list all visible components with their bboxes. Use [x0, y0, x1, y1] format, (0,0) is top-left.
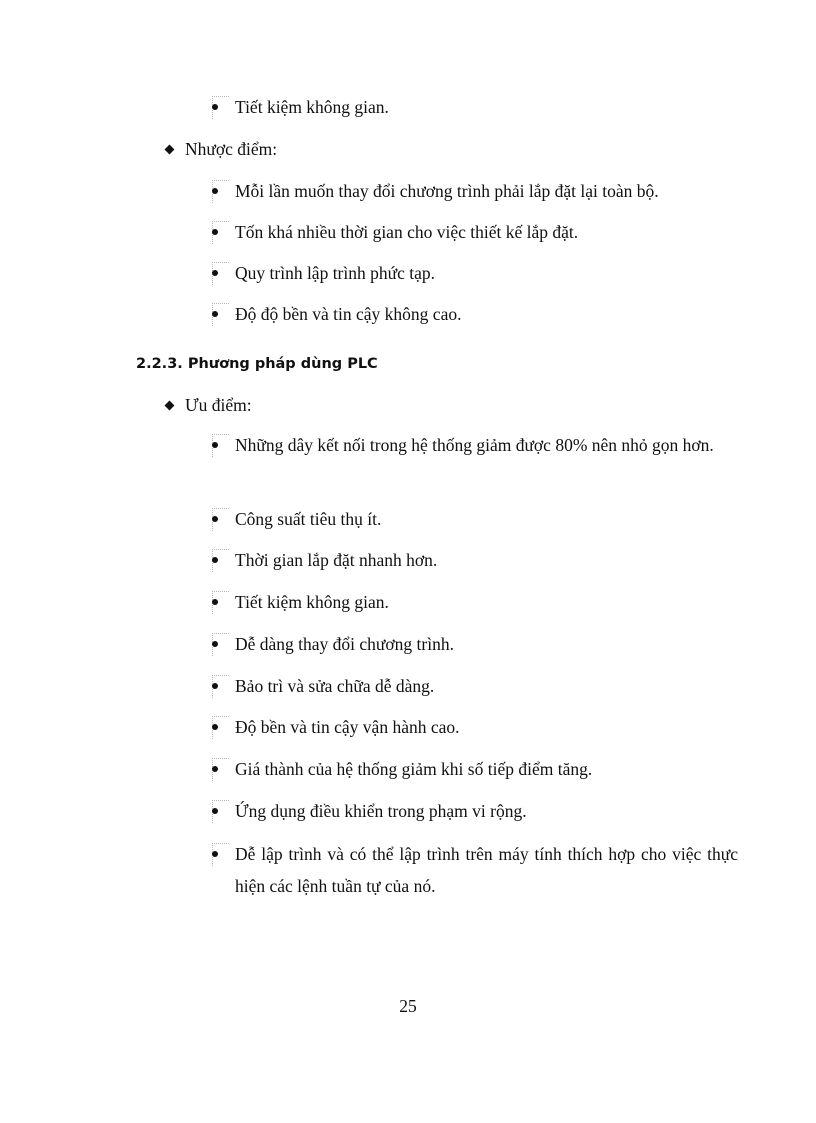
bullet-icon	[212, 229, 218, 235]
bullet-icon	[212, 766, 218, 772]
bullet-icon	[212, 808, 218, 814]
bullet-icon	[212, 599, 218, 605]
bullet-icon	[212, 516, 218, 522]
list-item: Ứng dụng điều khiển trong phạm vi rộng.	[235, 801, 527, 821]
bullet-icon	[212, 724, 218, 730]
section-heading: 2.2.3. Phương pháp dùng PLC	[136, 356, 378, 372]
list-item: Công suất tiêu thụ ít.	[235, 509, 382, 529]
pros-label: Ưu điểm:	[185, 395, 252, 415]
bullet-icon	[212, 188, 218, 194]
list-item: Quy trình lập trình phức tạp.	[235, 263, 436, 283]
bullet-icon	[212, 104, 218, 110]
list-item: Những dây kết nối trong hệ thống giảm được 80% nên nhỏ gọn hơn.	[235, 435, 714, 455]
bullet-icon	[212, 641, 218, 647]
diamond-bullet-icon	[165, 401, 175, 411]
list-item: Dễ lập trình và có thể lập trình trên máy tính thích hợp cho việc thực hiện các lệnh tuần tự của nó.	[235, 844, 738, 896]
diamond-bullet-icon	[165, 145, 175, 155]
bullet-icon	[212, 442, 218, 448]
bullet-icon	[212, 683, 218, 689]
cons-label: Nhược điểm:	[185, 139, 278, 159]
bullet-icon	[212, 851, 218, 857]
list-item: Độ độ bền và tin cậy không cao.	[235, 304, 462, 324]
list-item: Độ bền và tin cậy vận hành cao.	[235, 717, 460, 737]
list-item: Bảo trì và sửa chữa dễ dàng.	[235, 676, 435, 696]
list-item: Mỗi lần muốn thay đổi chương trình phải lắp đặt lại toàn bộ.	[235, 181, 659, 201]
page-number: 25	[399, 996, 417, 1016]
bullet-icon	[212, 270, 218, 276]
bullet-icon	[212, 311, 218, 317]
list-item: Tiết kiệm không gian.	[235, 592, 389, 612]
list-item: Tốn khá nhiều thời gian cho việc thiết kế lắp đặt.	[235, 222, 579, 242]
bullet-icon	[212, 557, 218, 563]
list-item: Giá thành của hệ thống giảm khi số tiếp điểm tăng.	[235, 759, 593, 779]
list-item: Tiết kiệm không gian.	[235, 97, 389, 117]
list-item: Thời gian lắp đặt nhanh hơn.	[235, 550, 438, 570]
list-item: Dễ dàng thay đổi chương trình.	[235, 634, 454, 654]
